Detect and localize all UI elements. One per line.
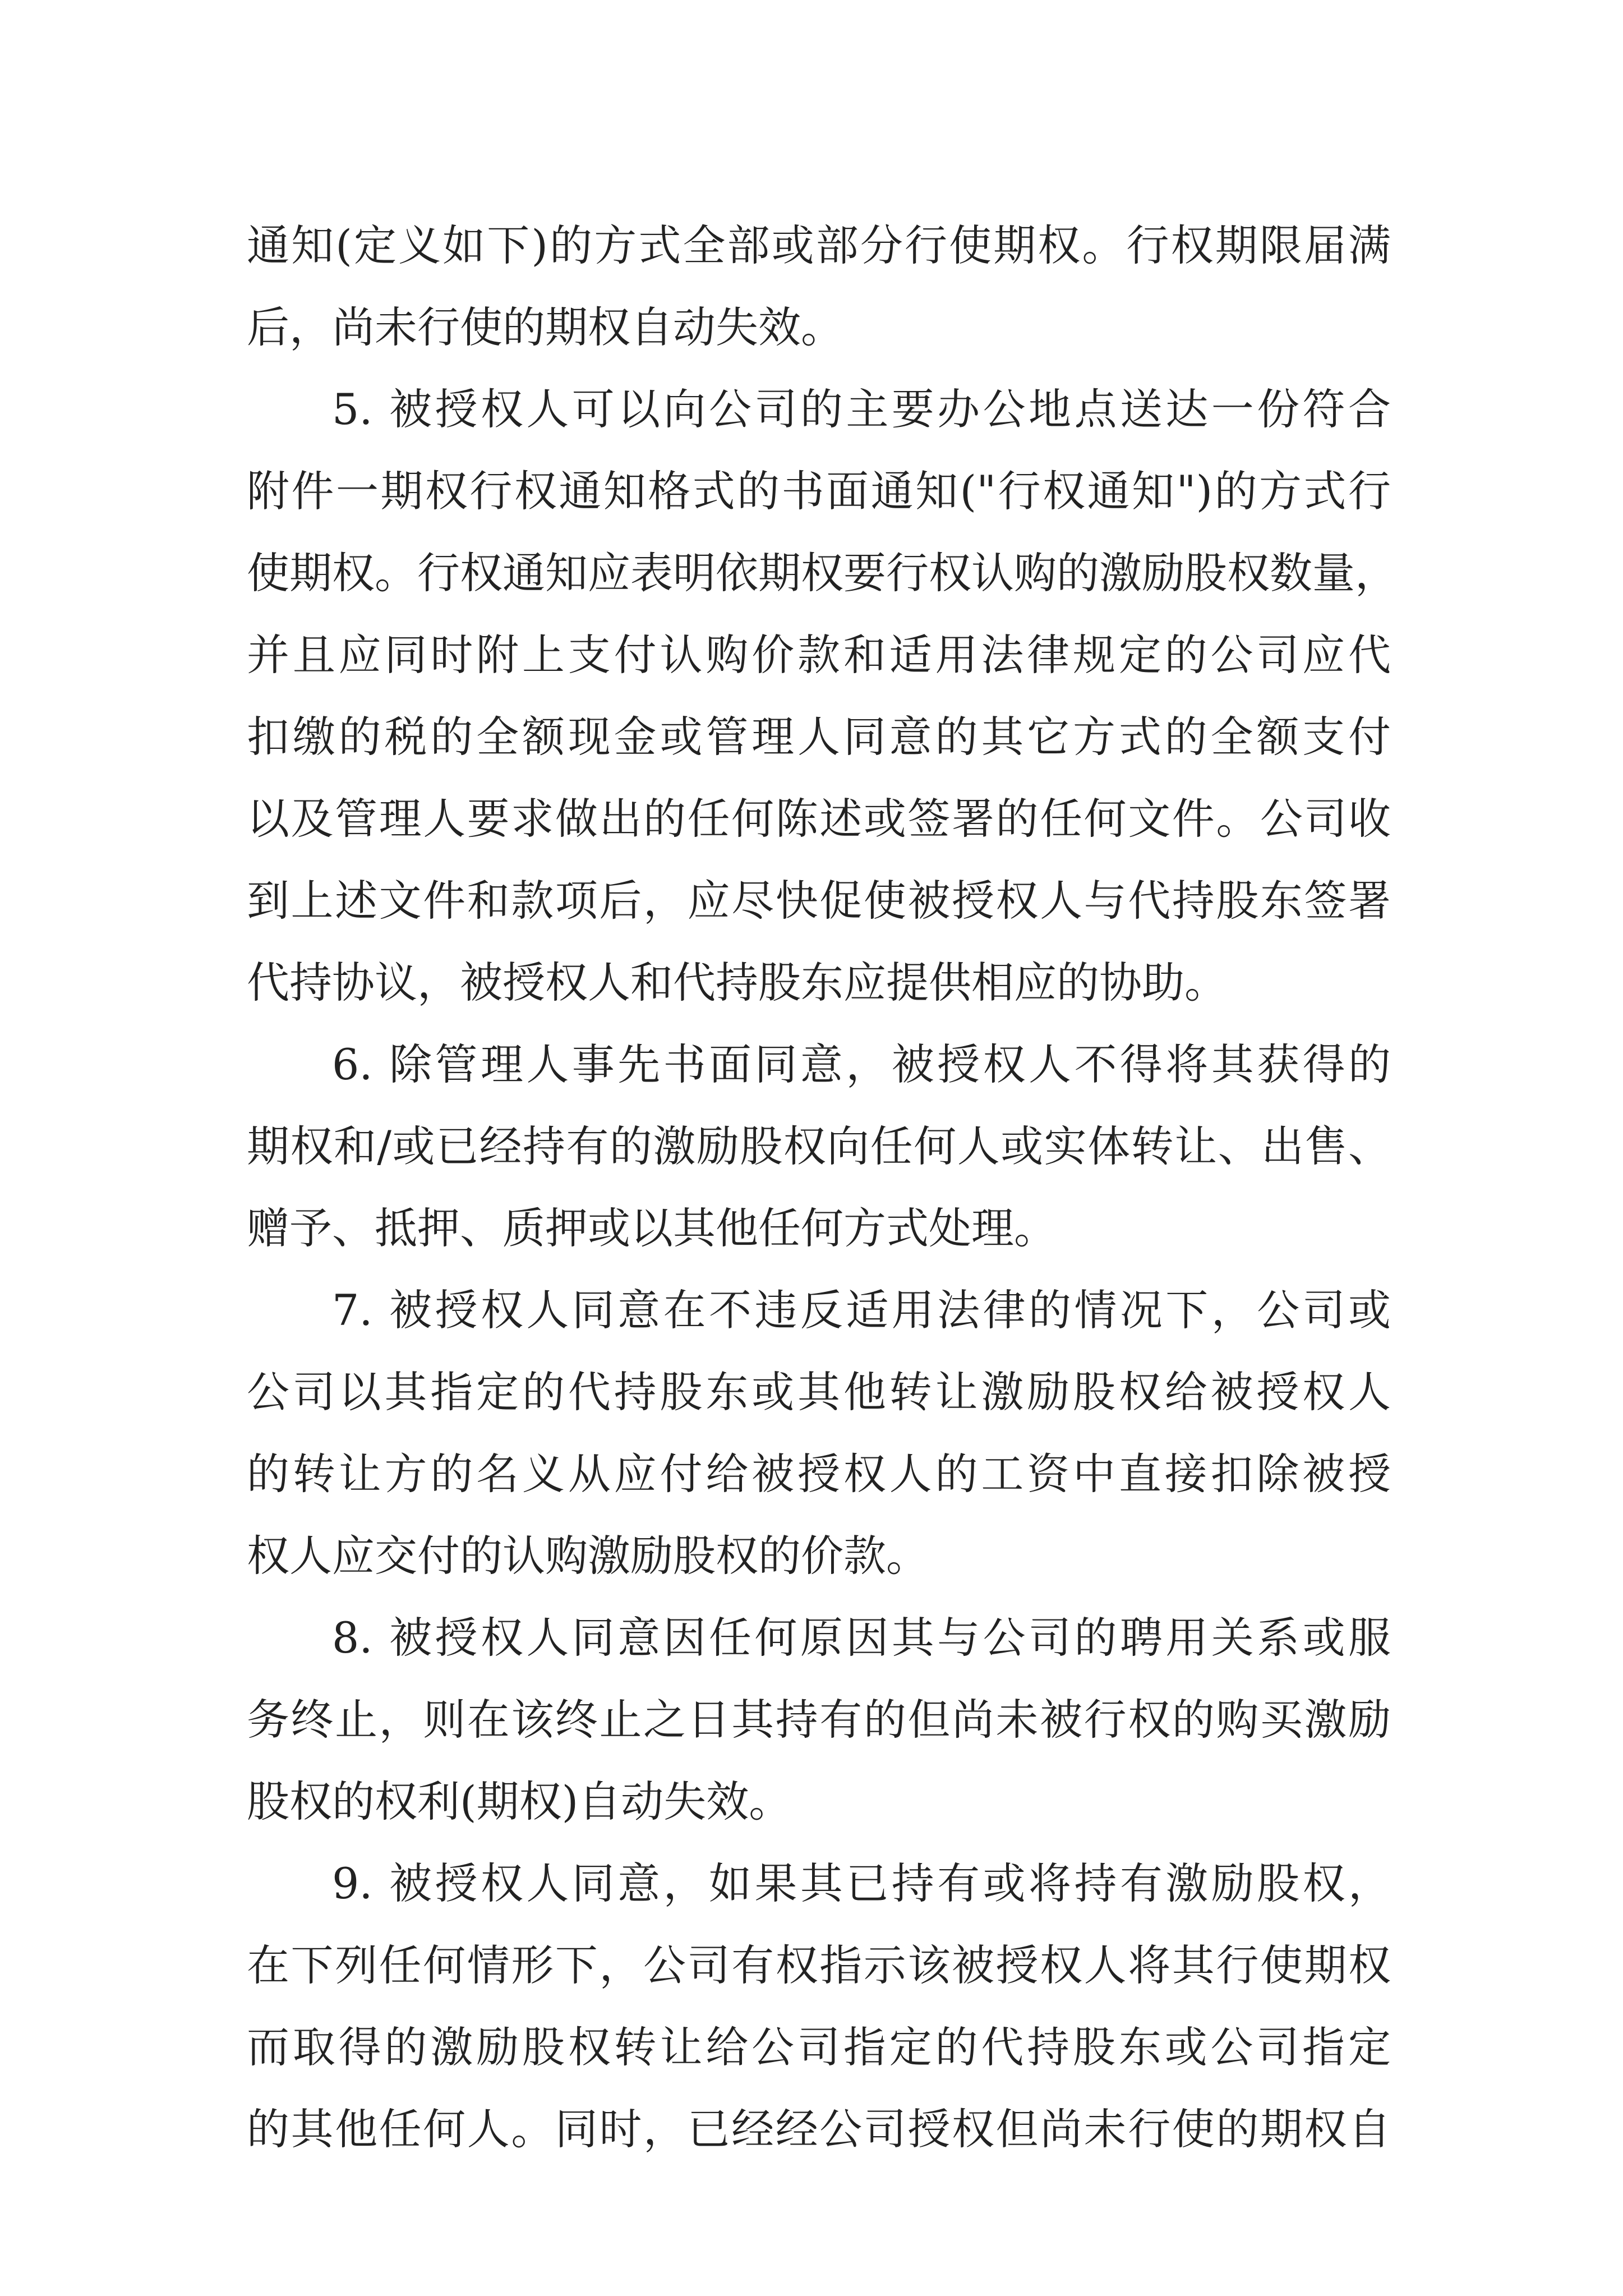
text-line: 赠予、抵押、质押或以其他任何方式处理。: [247, 1203, 1057, 1253]
text-line: 附件一期权行权通知格式的书面通知("行权通知")的方式行: [247, 466, 1391, 516]
paragraph-item-9: [247, 1843, 1391, 2170]
paragraph-item-5: [247, 369, 1398, 1024]
text-line: 并且应同时附上支付认购价款和适用法律规定的公司应代: [247, 630, 1391, 680]
paragraph-item-7: [247, 1269, 1391, 1597]
text-line: 权人应交付的认购激励股权的价款。: [247, 1531, 929, 1581]
text-line: 期权和/或已经持有的激励股权向任何人或实体转让、出售、: [247, 1121, 1391, 1171]
document-body: [247, 205, 1398, 2170]
text-line: 而取得的激励股权转让给公司指定的代持股东或公司指定: [247, 2022, 1391, 2072]
text-line: 8. 被授权人同意因任何原因其与公司的聘用关系或服: [332, 1613, 1391, 1663]
text-line: 5. 被授权人可以向公司的主要办公地点送达一份符合: [332, 384, 1391, 434]
text-line: 9. 被授权人同意，如果其已持有或将持有激励股权，: [332, 1858, 1391, 1908]
text-line: 股权的权利(期权)自动失效。: [247, 1777, 792, 1826]
paragraph-item-8: [247, 1597, 1391, 1843]
text-line: 代持协议，被授权人和代持股东应提供相应的协助。: [247, 958, 1227, 1007]
text-line: 在下列任何情形下，公司有权指示该被授权人将其行使期权: [247, 1940, 1391, 1990]
text-line: 的其他任何人。同时，已经经公司授权但尚未行使的期权自: [247, 2104, 1391, 2154]
text-line: 6. 除管理人事先书面同意，被授权人不得将其获得的: [332, 1039, 1391, 1089]
text-line: 通知(定义如下)的方式全部或部分行使期权。行权期限届满: [247, 220, 1391, 270]
text-line: 7. 被授权人同意在不违反适用法律的情况下，公司或: [332, 1285, 1391, 1335]
paragraph-continuation: [247, 205, 1391, 369]
text-line: 公司以其指定的代持股东或其他转让激励股权给被授权人: [247, 1367, 1391, 1417]
text-line: 以及管理人要求做出的任何陈述或签署的任何文件。公司收: [247, 794, 1391, 844]
text-line: 到上述文件和款项后，应尽快促使被授权人与代持股东签署: [247, 876, 1391, 926]
text-line: 务终止，则在该终止之日其持有的但尚未被行权的购买激励: [247, 1695, 1391, 1745]
text-line: 后，尚未行使的期权自动失效。: [247, 302, 843, 352]
paragraph-item-6: [247, 1024, 1391, 1269]
text-line: 的转让方的名义从应付给被授权人的工资中直接扣除被授: [247, 1449, 1391, 1499]
text-line: 使期权。行权通知应表明依期权要行权认购的激励股权数量，: [247, 548, 1398, 598]
text-line: 扣缴的税的全额现金或管理人同意的其它方式的全额支付: [247, 712, 1391, 762]
